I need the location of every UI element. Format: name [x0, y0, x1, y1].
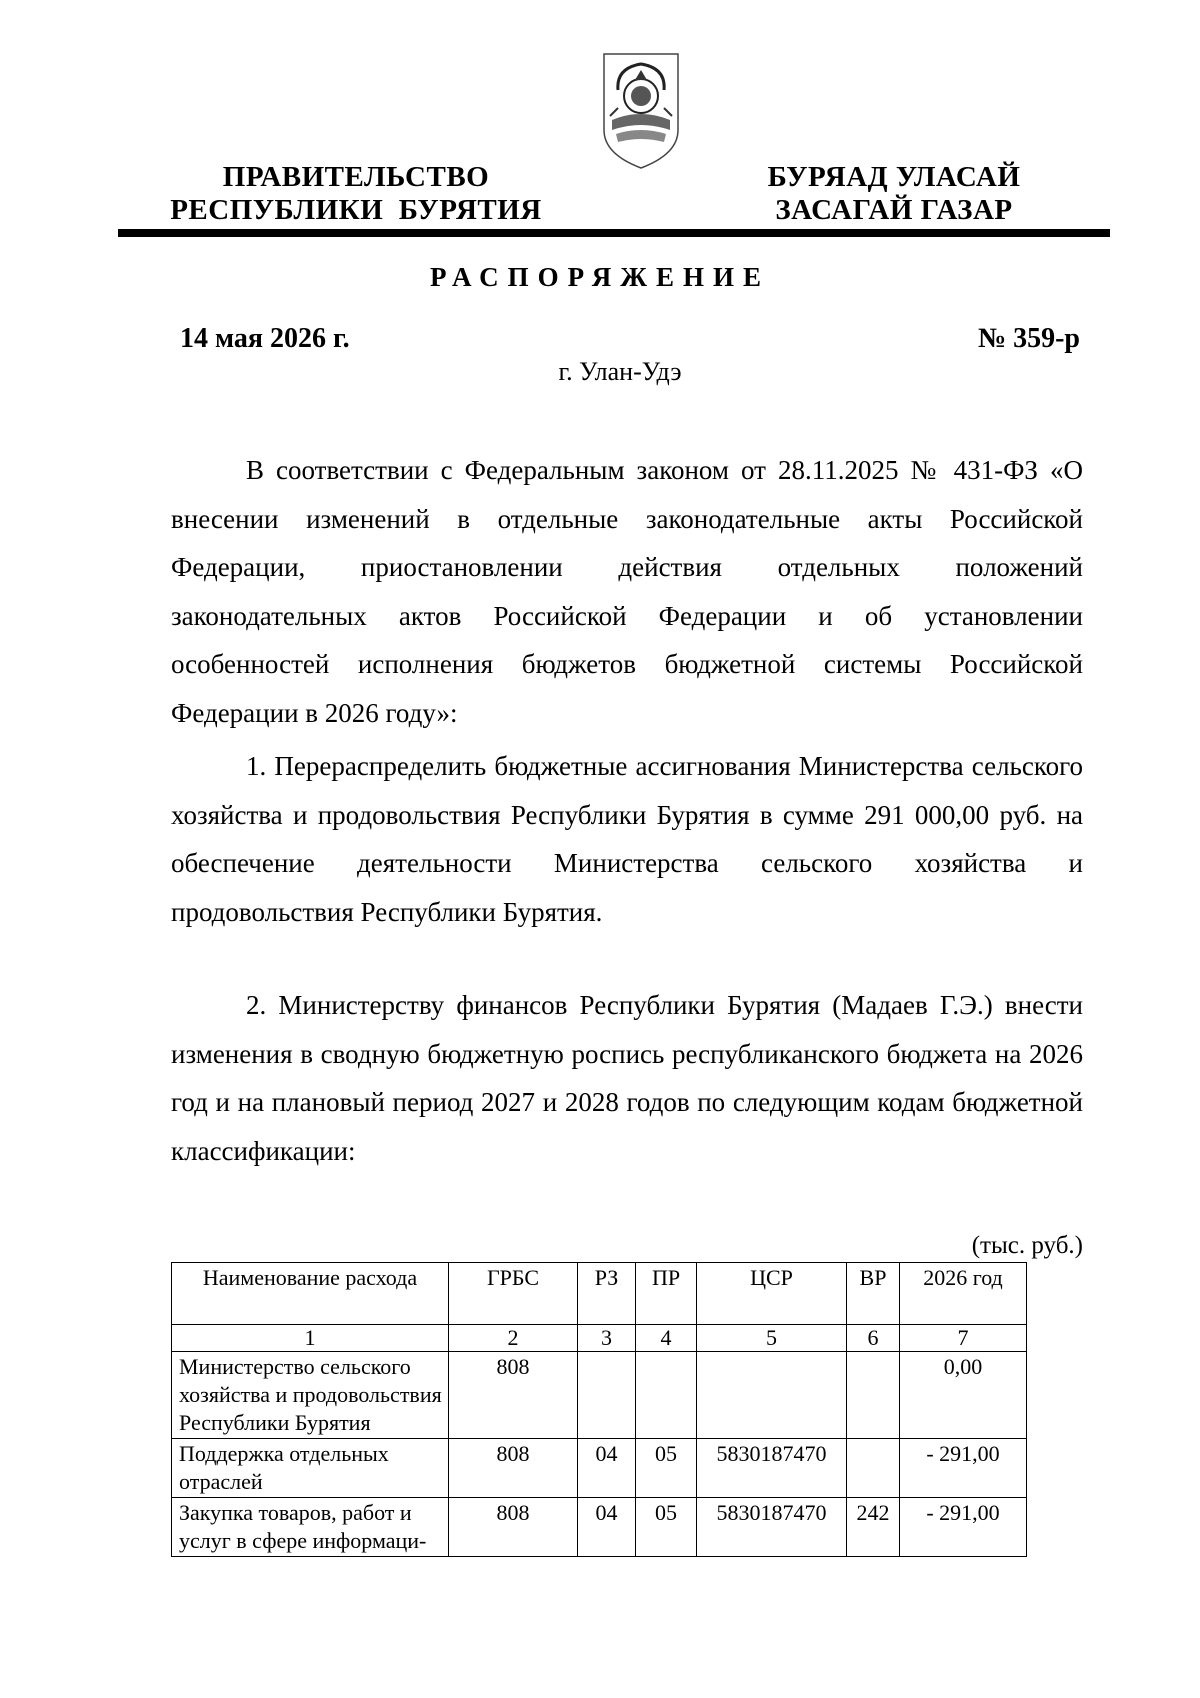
coat-of-arms-icon [596, 50, 686, 172]
table-header-row [172, 1263, 1027, 1325]
col-number: 2 [449, 1325, 578, 1352]
intro-paragraph [171, 446, 1083, 737]
col-number: 1 [172, 1325, 449, 1352]
item-2-text: 2. Министерству финансов Республики Бурятия (Мадаев Г.Э.) внести изменения в сводную бюджетную роспись республиканского бюджета на 2026 год и на плановый период 2027 и 2028 годов по следующим кодам бюджетной классификации: [171, 990, 1083, 1166]
cell-name: Поддержка отдельных отраслей [172, 1439, 449, 1498]
col-header-year: 2026 год [900, 1263, 1027, 1325]
cell-grbs: 808 [449, 1498, 578, 1557]
col-header-rz: РЗ [578, 1263, 636, 1325]
table-number-row [172, 1325, 1027, 1352]
table-unit: (тыс. руб.) [971, 1232, 1083, 1259]
item-1-paragraph [171, 742, 1083, 936]
government-name-bua-line1: БУРЯАД УЛАСАЙ [767, 161, 1021, 193]
government-name-bua-line2: ЗАСАГАЙ ГАЗАР [775, 194, 1013, 226]
col-number: 6 [847, 1325, 900, 1352]
document-number: № 359-р [977, 323, 1080, 354]
cell-vr [847, 1352, 900, 1439]
document-type: РАСПОРЯЖЕНИЕ [429, 262, 771, 292]
cell-csr: 5830187470 [697, 1498, 847, 1557]
government-name-bua [744, 161, 1044, 227]
table-row [172, 1352, 1027, 1439]
cell-csr [697, 1352, 847, 1439]
cell-rz: 04 [578, 1498, 636, 1557]
cell-amount: 0,00 [900, 1352, 1027, 1439]
header-rule [118, 229, 1110, 237]
col-header-csr: ЦСР [697, 1263, 847, 1325]
item-2-paragraph [171, 981, 1083, 1175]
government-name-ru-line1: ПРАВИТЕЛЬСТВО [222, 161, 490, 193]
col-header-pr: ПР [636, 1263, 697, 1325]
cell-amount: - 291,00 [900, 1498, 1027, 1557]
col-number: 4 [636, 1325, 697, 1352]
col-number: 5 [697, 1325, 847, 1352]
cell-grbs: 808 [449, 1352, 578, 1439]
col-number: 7 [900, 1325, 1027, 1352]
cell-pr [636, 1352, 697, 1439]
cell-vr [847, 1439, 900, 1498]
cell-amount: - 291,00 [900, 1439, 1027, 1498]
cell-rz [578, 1352, 636, 1439]
government-name-ru [166, 161, 546, 227]
item-1-text: 1. Перераспределить бюджетные ассигнования Министерства сельского хозяйства и продовольствия Республики Бурятия в сумме 291 000,00 руб. на обеспечение деятельности Министерства сельского хозяйства и продовольствия Республики Бурятия. [171, 751, 1083, 927]
document-city: г. Улан-Удэ [558, 357, 682, 386]
col-header-grbs: ГРБС [449, 1263, 578, 1325]
cell-name: Закупка товаров, работ и услуг в сфере информаци- [172, 1498, 449, 1557]
col-number: 3 [578, 1325, 636, 1352]
cell-grbs: 808 [449, 1439, 578, 1498]
intro-text: В соответствии с Федеральным законом от 28.11.2025 № 431-ФЗ «О внесении изменений в отдельные законодательные акты Российской Федерации, приостановлении действия отдельных положений законодательных актов Российской Федерации и об установлении особенностей исполнения бюджетов бюджетной системы Российской Федерации в 2026 году»: [171, 455, 1083, 728]
cell-name: Министерство сельского хозяйства и продовольствия Республики Бурятия [172, 1352, 449, 1439]
table-row [172, 1498, 1027, 1557]
cell-rz: 04 [578, 1439, 636, 1498]
col-header-vr: ВР [847, 1263, 900, 1325]
cell-csr: 5830187470 [697, 1439, 847, 1498]
cell-vr: 242 [847, 1498, 900, 1557]
document-date: 14 мая 2026 г. [180, 323, 350, 354]
cell-pr: 05 [636, 1439, 697, 1498]
cell-pr: 05 [636, 1498, 697, 1557]
table-row [172, 1439, 1027, 1498]
budget-table [171, 1262, 1027, 1557]
col-header-name: Наименование расхода [172, 1263, 449, 1325]
government-name-ru-line2: РЕСПУБЛИКИ БУРЯТИЯ [170, 194, 542, 226]
